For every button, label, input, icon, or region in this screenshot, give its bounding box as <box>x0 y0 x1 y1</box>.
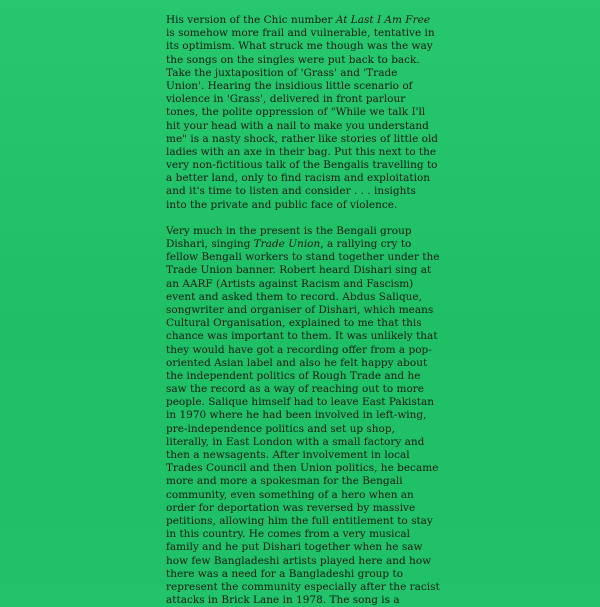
text-run: in this country. He comes from a very musical <box>166 528 411 541</box>
text-run: community, even something of a hero when an <box>166 488 414 501</box>
text-line <box>166 132 439 146</box>
text-line <box>166 370 434 383</box>
text-run: songwriter and organiser of Dishari, which means <box>166 303 434 316</box>
text-run: order for deportation was reversed by massive <box>166 501 416 514</box>
text-run: an AARF (Artists against Racism and Fascism) <box>166 277 414 290</box>
text-line <box>166 199 434 212</box>
text-run: the songs on the singles were put back to back. <box>166 53 420 66</box>
text-run: tones, the polite oppression of "While we talk I'll <box>166 106 426 119</box>
text-line <box>166 67 434 80</box>
text-line <box>166 423 434 436</box>
text-run: petitions, allowing him the full entitlement to stay <box>166 514 433 527</box>
text-line <box>166 238 434 251</box>
text-run: the independent politics of Rough Trade and he <box>166 369 421 382</box>
text-line <box>166 396 434 409</box>
text-line <box>166 172 434 185</box>
italic-title: At Last I Am Free <box>335 14 431 26</box>
text-run: , a rallying cry to <box>320 238 412 250</box>
text-run: His version of the Chic number <box>166 14 336 26</box>
text-run: and it's time to listen and consider . . . insights <box>166 185 416 198</box>
text-line <box>166 449 434 462</box>
text-line <box>166 251 440 264</box>
text-run: hit your head with a nail to make you understand <box>166 119 429 132</box>
text-column <box>166 14 440 607</box>
text-run: oriented Asian label and also he felt happy about <box>166 356 428 369</box>
text-line <box>166 304 434 317</box>
text-line <box>166 93 434 106</box>
text-run: fellow Bengali workers to stand together under the <box>166 251 440 264</box>
text-line <box>166 594 434 607</box>
text-run: ladies with an axe in their bag. Put this next to the <box>166 145 437 158</box>
text-run: there was a need for a Bangladeshi group to <box>166 567 404 580</box>
text-line <box>166 54 434 67</box>
text-line <box>166 120 434 133</box>
text-line <box>166 264 434 277</box>
text-line <box>166 278 434 291</box>
text-line <box>166 436 434 449</box>
text-run: literally, in East London with a small factory and <box>166 435 425 448</box>
text-run: represent the community especially after the racist <box>166 580 440 593</box>
text-line <box>166 541 434 554</box>
text-line <box>166 145 437 159</box>
text-line <box>166 568 434 581</box>
text-line <box>166 580 440 594</box>
text-line <box>166 317 434 330</box>
text-run: saw the record as a way of reaching out to more <box>166 383 425 396</box>
text-run: Trade Union banner. Robert heard Dishari sing at <box>166 264 432 277</box>
italic-title: Trade Union <box>253 238 321 250</box>
text-run: Very much in the present is the Bengali group <box>166 224 412 237</box>
paragraph-1 <box>166 14 439 212</box>
text-line <box>166 225 434 238</box>
paragraph-2 <box>166 224 440 607</box>
text-run: Trades Council and then Union politics, he became <box>166 462 439 475</box>
text-line <box>166 475 434 488</box>
text-line <box>166 14 434 27</box>
text-run: Dishari, singing <box>166 238 254 250</box>
text-run: attacks in Brick Lane in 1978. The song is a <box>166 594 400 607</box>
text-run: family and he put Dishari together when he saw <box>166 541 423 554</box>
text-line <box>166 185 434 198</box>
text-run: pre-independence politics and set up shop, <box>166 422 395 435</box>
text-run: then a newsagents. After involvement in local <box>166 449 410 461</box>
text-run: Cultural Organisation, explained to me that this <box>166 317 422 330</box>
text-line <box>166 106 434 119</box>
text-line <box>166 291 434 304</box>
text-line <box>166 515 434 528</box>
text-line <box>166 159 438 172</box>
text-line <box>166 489 434 502</box>
text-line <box>166 528 434 541</box>
text-line <box>166 40 434 53</box>
text-run: people. Salique himself had to leave East Pakistan <box>166 396 435 409</box>
text-line <box>166 27 434 40</box>
text-run: Union'. Hearing the insidious little scenario of <box>166 79 413 92</box>
text-run: chance was important to them. It was unlikely that <box>166 330 438 343</box>
text-line <box>166 80 434 93</box>
text-run: into the private and public face of violence. <box>166 198 398 211</box>
text-run: a better land, only to find racism and exploitation <box>166 172 431 185</box>
text-line <box>166 344 434 357</box>
text-line <box>166 383 434 396</box>
text-run: they would have got a recording offer from a pop- <box>166 343 432 356</box>
text-run: me" is a nasty shock, rather like stories of little old <box>166 132 439 145</box>
text-run: more and more a spokesman for the Bengali <box>166 475 403 488</box>
text-line <box>166 409 434 422</box>
text-run: Take the juxtaposition of 'Grass' and 'Trade <box>166 66 398 79</box>
text-run: how few Bangladeshi artists played here and how <box>166 554 432 567</box>
text-run: violence in 'Grass', delivered in front parlour <box>166 93 406 106</box>
text-line <box>166 357 434 370</box>
text-run: event and asked them to record. Abdus Salique, <box>166 290 422 303</box>
text-run: its optimism. What struck me though was the way <box>166 40 433 53</box>
text-line <box>166 330 438 343</box>
text-line <box>166 555 434 568</box>
text-line <box>166 462 439 475</box>
paragraph-gap <box>166 212 434 225</box>
text-run: is somehow more frail and vulnerable, tentative in <box>166 27 435 40</box>
text-run: in 1970 where he had been involved in left-wing, <box>166 409 427 422</box>
text-run: very non-fictitious talk of the Bengalis travelling to <box>166 159 438 172</box>
text-line <box>166 502 434 515</box>
